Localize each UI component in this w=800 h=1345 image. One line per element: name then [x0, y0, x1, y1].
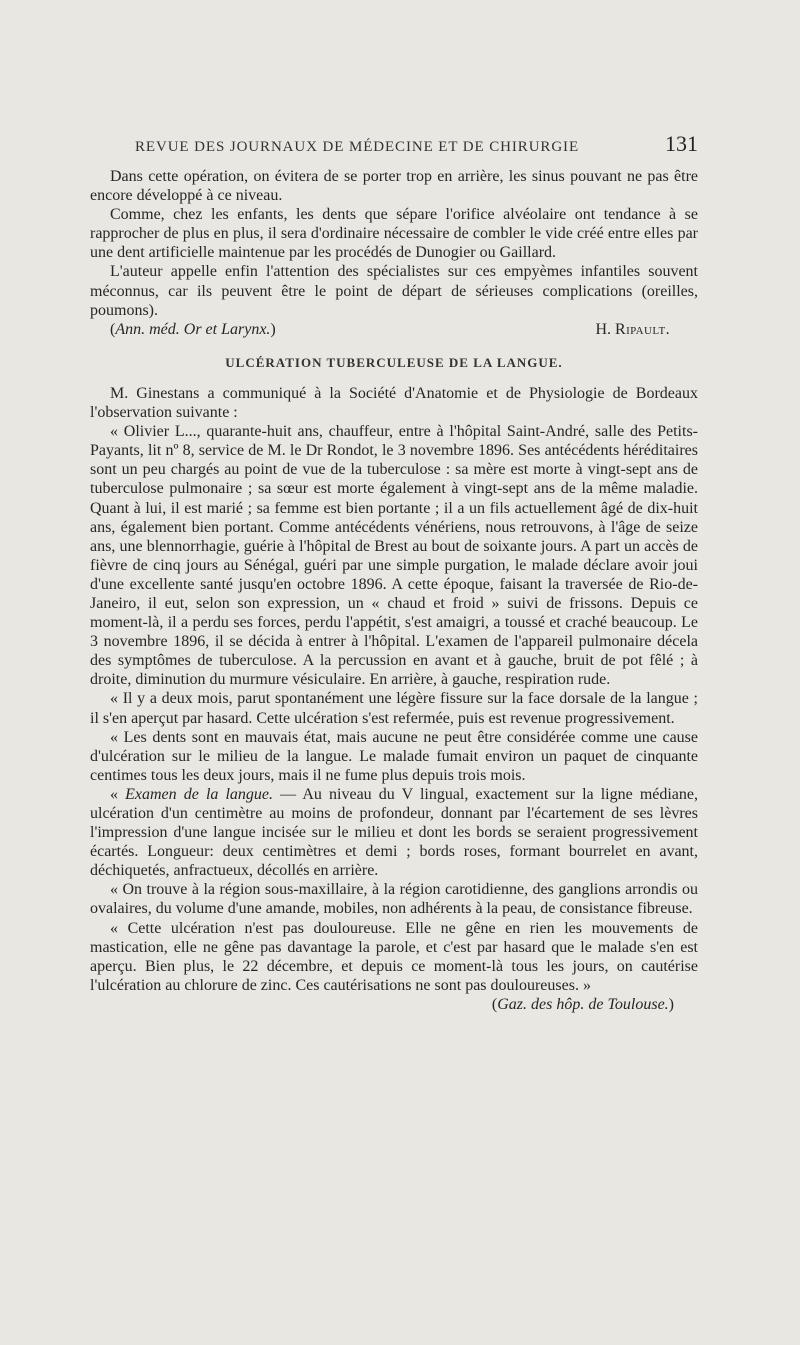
- signature-line: [90, 320, 698, 339]
- page-header: [90, 131, 698, 157]
- paragraph-text: — Au niveau du V lingual, exactement sur la ligne médiane, ulcération d'un centimètre au moins de profondeur, donnant par l'écartement de ses lèvres l'impression d'une langue incisée sur le milieu et dont les bords se seraient progressivement écartés. Longueur: deux centimètres et demi ; bords roses, formant bourrelet en avant, déchiquetés, anfractueux, décollés en arrière.: [90, 785, 699, 880]
- source-text: Gaz. des hôp. de Toulouse.: [497, 995, 669, 1013]
- paragraph: [90, 785, 698, 880]
- paragraph: « Olivier L..., quarante-huit ans, chauffeur, entre à l'hôpital Saint-André, salle des Petits-Payants, lit nº 8, service de M. le Dr Rondot, le 3 novembre 1896. Ses antécédents héréditaires sont un peu chargés au point de vue de la tuberculose : sa mère est morte à vingt-sept ans de tuberculose pulmonaire ; sa sœur est morte également à vingt-sept ans de la même maladie. Quant à lui, il est marié ; sa femme est bien portante ; il a un fils actuellement âgé de dix-huit ans, également bien portant. Comme antécédents vénériens, nous retrouvons, à l'âge de seize ans, une blennorrhagie, guérie à l'hôpital de Brest au bout de soixante jours. A part un accès de fièvre de cinq jours au Sénégal, guéri par une simple purgation, le malade déclare avoir joui d'une excellente santé jusqu'en octobre 1896. A cette époque, faisant la traversée de Rio-de-Janeiro, il eut, selon son expression, un « chaud et froid » suivi de frissons. Depuis ce moment-là, il a perdu ses forces, perdu l'appétit, s'est amaigri, a toussé et craché beaucoup. Le 3 novembre 1896, il se décida à entrer à l'hôpital. L'examen de l'appareil pulmonaire décela des symptômes de tuberculose. A la percussion en avant et à gauche, bruit de pot fêlé ; à droite, diminution du murmure vésiculaire. En arrière, à gauche, respiration rude.: [90, 423, 698, 689]
- paragraph: « On trouve à la région sous-maxillaire, à la région carotidienne, des ganglions arrondis ou ovalaires, du volume d'une amande, mobiles, non adhérents à la peau, de consistance fibreuse.: [90, 881, 698, 918]
- page-body: [90, 167, 698, 1014]
- paragraph: Dans cette opération, on évitera de se porter trop en arrière, les sinus pouvant ne pas être encore développé à ce niveau.: [90, 168, 698, 205]
- paragraph: [90, 262, 698, 319]
- paragraph: Comme, chez les enfants, les dents que sépare l'orifice alvéolaire ont tendance à se rapprocher de plus en plus, il sera d'ordinaire nécessaire de combler le vide créé entre elles par une dent artificielle maintenue par les procédés de Dunogier ou Gaillard.: [90, 206, 698, 262]
- paragraph-text: L'auteur appelle enfin l'attention des spécialistes sur ces empyèmes infantiles souvent méconnus, car ils peuvent être le point de départ de sérieuses complications (oreilles, poumons).: [90, 263, 698, 319]
- italic-heading: Examen de la langue.: [125, 785, 274, 803]
- paragraph: M. Ginestans a communiqué à la Société d'Anatomie et de Physiologie de Bordeaux l'observation suivante :: [90, 384, 698, 422]
- author-signature: [595, 320, 698, 339]
- final-source-citation: (Gaz. des hôp. de Toulouse.): [491, 995, 674, 1013]
- paragraph: « Cette ulcération n'est pas douloureuse. Elle ne gêne en rien les mouvements de mastication, elle ne gêne pas davantage la parole, et c'est par hasard que le malade s'en est aperçu. Bien plus, le 22 décembre, et depuis ce moment-là tous les jours, on cautérise l'ulcération au chlorure de zinc. Ces cautérisations ne sont pas douloureuses. »: [90, 919, 698, 994]
- quote-open: «: [110, 785, 126, 803]
- paragraph: « Les dents sont en mauvais état, mais aucune ne peut être considérée comme une cause d'ulcération sur le milieu de la langue. Le malade fumait environ un paquet de cinquante centimes tous les deux jours, mais il ne fume plus depuis trois mois.: [90, 728, 698, 784]
- source-text: Ann. méd. Or et Larynx.: [115, 320, 271, 338]
- section-title: ULCÉRATION TUBERCULEUSE DE LA LANGUE.: [225, 354, 563, 370]
- paragraph: « Il y a deux mois, parut spontanément une légère fissure sur la face dorsale de la langue ; il s'en aperçut par hasard. Cette ulcération s'est refermée, puis est revenue progressivement.: [90, 690, 698, 727]
- author-name: Ripault.: [615, 320, 670, 338]
- page-number: 131: [665, 131, 698, 156]
- source-citation: (Ann. méd. Or et Larynx.): [110, 320, 276, 338]
- author-initial: H.: [595, 320, 612, 338]
- running-title: REVUE DES JOURNAUX DE MÉDECINE ET DE CHIRURGIE: [135, 139, 580, 155]
